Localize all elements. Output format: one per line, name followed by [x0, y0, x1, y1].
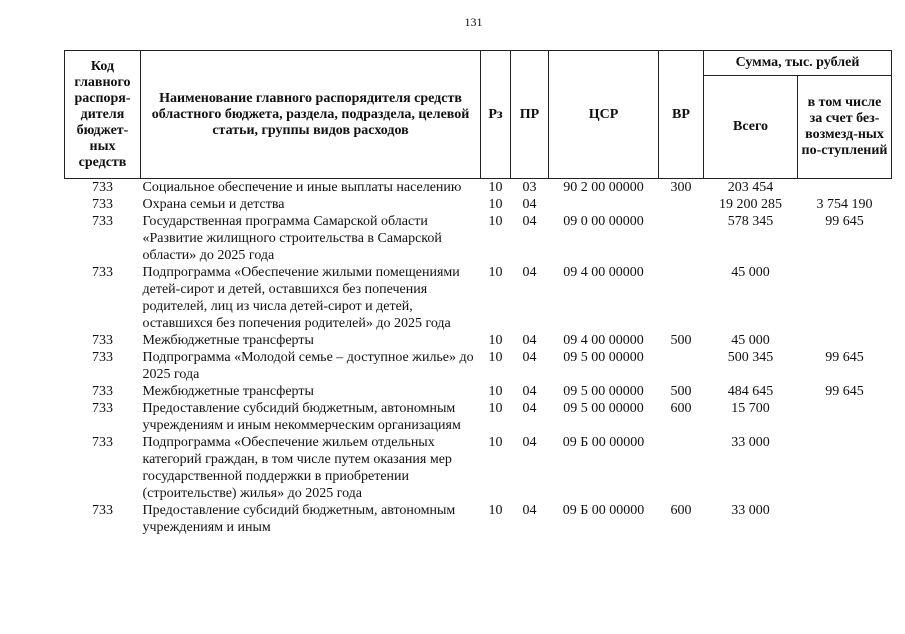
- row-total: 45 000: [731, 265, 770, 280]
- row-rz: 10: [488, 401, 503, 416]
- row-code: 733: [92, 333, 113, 348]
- row-grant: [798, 400, 892, 434]
- header-grant: в том числе за счет без-возмезд-ных по-ступлений: [798, 76, 892, 179]
- row-vr: 600: [670, 401, 692, 416]
- row-csr: 09 5 00 00000: [563, 350, 644, 365]
- row-name: Охрана семьи и детства: [142, 197, 285, 212]
- row-pr: 04: [522, 350, 537, 365]
- row-pr: 04: [522, 503, 537, 518]
- header-vr: ВР: [659, 51, 704, 179]
- row-total: 203 454: [727, 180, 774, 195]
- row-pr: 04: [522, 265, 537, 280]
- row-code: 733: [92, 214, 113, 229]
- row-csr: 09 5 00 00000: [563, 384, 644, 399]
- row-csr: [549, 196, 659, 213]
- row-csr: 90 2 00 00000: [563, 180, 644, 195]
- row-code: 733: [92, 197, 113, 212]
- row-grant: [798, 502, 892, 536]
- row-csr: 09 4 00 00000: [563, 265, 644, 280]
- table-header: [65, 51, 892, 179]
- row-pr: 03: [522, 180, 537, 195]
- row-code: 733: [92, 435, 113, 450]
- row-vr: [659, 213, 704, 264]
- header-sum-group: Сумма, тыс. рублей: [704, 51, 892, 76]
- row-name: Межбюджетные трансферты: [142, 384, 314, 399]
- table-row: [65, 196, 892, 213]
- row-code: 733: [92, 503, 113, 518]
- table-row: [65, 179, 892, 197]
- row-grant: [798, 434, 892, 502]
- header-name: Наименование главного распорядителя средств областного бюджета, раздела, подраздела, целевой статьи, группы видов расходов: [141, 51, 481, 179]
- table-row: [65, 213, 892, 264]
- row-pr: 04: [522, 197, 537, 212]
- row-grant: 99 645: [825, 384, 864, 399]
- row-vr: [659, 434, 704, 502]
- row-code: 733: [92, 384, 113, 399]
- row-total: 484 645: [727, 384, 774, 399]
- row-code: 733: [92, 265, 113, 280]
- row-grant: 99 645: [825, 214, 864, 229]
- row-rz: 10: [488, 265, 503, 280]
- row-vr: [659, 349, 704, 383]
- row-name: Предоставление субсидий бюджетным, автономным учреждениям и иным: [142, 503, 456, 535]
- row-rz: 10: [488, 503, 503, 518]
- row-name: Подпрограмма «Обеспечение жилыми помещениями детей-сирот и детей, оставшихся без попечения родителей, лиц из числа детей-сирот и детей, оставшихся без попечения родителей» до 2025 года: [142, 265, 460, 331]
- row-name: Предоставление субсидий бюджетным, автономным учреждениям и иным некоммерческим организациям: [142, 401, 461, 433]
- row-grant: [798, 179, 892, 197]
- table-row: [65, 264, 892, 332]
- row-rz: 10: [488, 384, 503, 399]
- row-total: 33 000: [731, 503, 770, 518]
- row-total: 45 000: [731, 333, 770, 348]
- row-grant: 99 645: [825, 350, 864, 365]
- header-total: Всего: [704, 76, 798, 179]
- row-total: 33 000: [731, 435, 770, 450]
- row-pr: 04: [522, 384, 537, 399]
- row-pr: 04: [522, 435, 537, 450]
- row-grant: [798, 264, 892, 332]
- row-rz: 10: [488, 180, 503, 195]
- header-code: Код главного распоря-дителя бюджет-ных средств: [65, 51, 141, 179]
- row-vr: [659, 264, 704, 332]
- table-row: [65, 434, 892, 502]
- row-code: 733: [92, 401, 113, 416]
- table-row: [65, 502, 892, 536]
- row-vr: 500: [670, 384, 692, 399]
- table-row: [65, 332, 892, 349]
- row-name: Подпрограмма «Молодой семье – доступное жилье» до 2025 года: [142, 350, 474, 382]
- header-rz: Рз: [481, 51, 511, 179]
- row-csr: 09 4 00 00000: [563, 333, 644, 348]
- row-code: 733: [92, 350, 113, 365]
- row-name: Социальное обеспечение и иные выплаты населению: [142, 180, 462, 195]
- row-code: 733: [92, 180, 113, 195]
- row-rz: 10: [488, 435, 503, 450]
- table-row: [65, 383, 892, 400]
- row-grant: 3 754 190: [816, 197, 873, 212]
- table-row: [65, 349, 892, 383]
- row-vr: 300: [670, 180, 692, 195]
- row-csr: 09 0 00 00000: [563, 214, 644, 229]
- row-rz: 10: [488, 333, 503, 348]
- row-vr: 600: [670, 503, 692, 518]
- table-body: [65, 179, 892, 537]
- row-total: 500 345: [727, 350, 774, 365]
- row-rz: 10: [488, 350, 503, 365]
- row-rz: 10: [488, 197, 503, 212]
- row-pr: 04: [522, 333, 537, 348]
- row-vr: [659, 196, 704, 213]
- page-number: 131: [464, 15, 483, 29]
- row-total: 578 345: [727, 214, 774, 229]
- row-csr: 09 Б 00 00000: [562, 503, 645, 518]
- budget-table: [64, 50, 892, 536]
- row-pr: 04: [522, 401, 537, 416]
- row-total: 19 200 285: [719, 197, 782, 212]
- row-name: Подпрограмма «Обеспечение жильем отдельных категорий граждан, в том числе путем оказания мер государственной поддержки в приобретении (строительстве) жилья» до 2025 года: [142, 435, 452, 501]
- header-pr: ПР: [511, 51, 549, 179]
- row-grant: [798, 332, 892, 349]
- header-csr: ЦСР: [549, 51, 659, 179]
- row-total: 15 700: [731, 401, 770, 416]
- row-vr: 500: [670, 333, 692, 348]
- row-name: Государственная программа Самарской области «Развитие жилищного строительства в Самарской области» до 2025 года: [142, 214, 442, 263]
- table-row: [65, 400, 892, 434]
- row-name: Межбюджетные трансферты: [142, 333, 314, 348]
- row-pr: 04: [522, 214, 537, 229]
- row-csr: 09 Б 00 00000: [562, 435, 645, 450]
- row-csr: 09 5 00 00000: [563, 401, 644, 416]
- row-rz: 10: [488, 214, 503, 229]
